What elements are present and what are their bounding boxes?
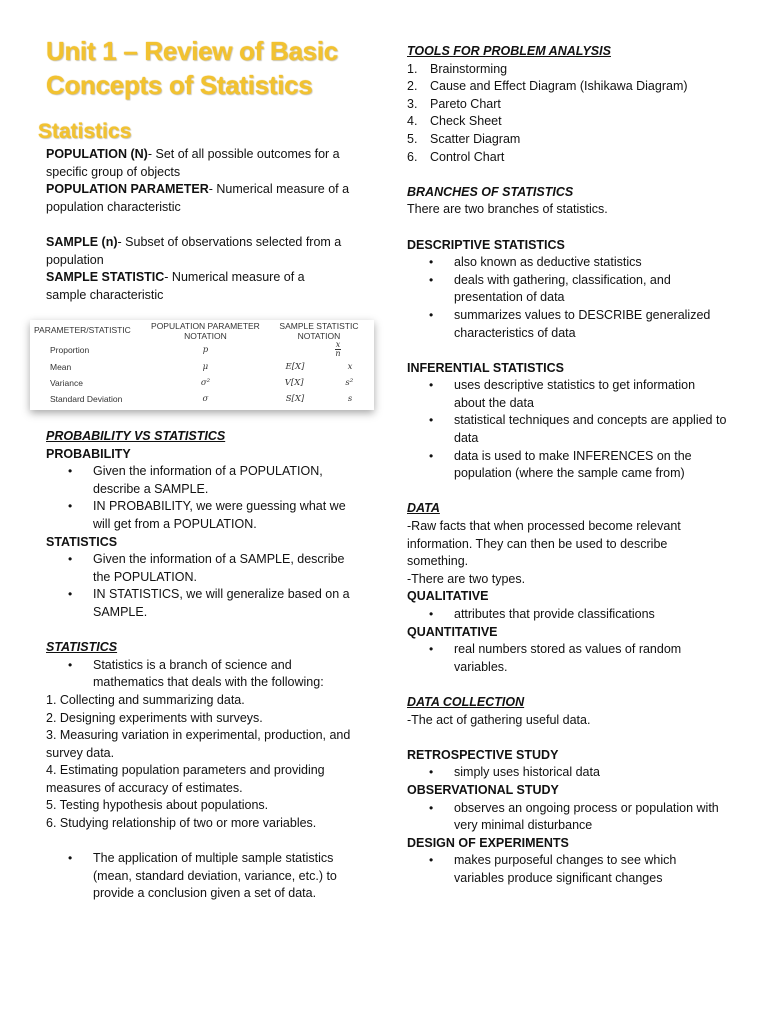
- term-sample: SAMPLE (n): [46, 234, 118, 249]
- list-item: [407, 78, 727, 96]
- list-item: • Given the information of a POPULATION, describe a SAMPLE.: [46, 463, 362, 498]
- observational-label: OBSERVATIONAL STUDY: [407, 782, 559, 797]
- data-text: -There are two types.: [407, 571, 526, 586]
- fraction-denominator: n: [335, 349, 341, 358]
- design-of-experiments-label: DESIGN OF EXPERIMENTS: [407, 835, 569, 850]
- table-header: POPULATION PARAMETER NOTATION: [151, 321, 260, 341]
- item-number: 6.: [407, 149, 418, 164]
- term-population: POPULATION (N): [46, 147, 148, 161]
- statistics-numbered-list: [46, 692, 362, 833]
- statistics-closing-list: [46, 850, 362, 903]
- item-text: Brainstorming: [430, 61, 508, 76]
- list-item: • observes an ongoing process or population with very minimal disturbance: [407, 800, 727, 835]
- definitions: [46, 146, 362, 304]
- stat-notation-a: V[X]: [284, 378, 304, 388]
- stat-notation: [264, 341, 374, 359]
- item-text: Cause and Effect Diagram (Ishikawa Diagram): [430, 79, 688, 94]
- list-item: [407, 149, 727, 167]
- qualitative-list: [407, 606, 727, 624]
- qualitative-label: QUALITATIVE: [407, 589, 489, 604]
- item-number: 5.: [407, 131, 418, 146]
- section-heading: DESCRIPTIVE STATISTICS: [407, 237, 565, 252]
- stat-notation-b: x: [347, 362, 353, 372]
- observational-list: [407, 800, 727, 835]
- item-number: 3.: [407, 96, 418, 111]
- list-item: • also known as deductive statistics: [407, 254, 727, 272]
- item-text: Check Sheet: [430, 114, 502, 129]
- section-heading: DATA COLLECTION: [407, 694, 525, 709]
- list-item: • simply uses historical data: [407, 764, 727, 782]
- table-row: [30, 375, 374, 391]
- statistics-label: STATISTICS: [46, 534, 118, 549]
- row-name: Standard Deviation: [50, 394, 123, 404]
- list-item: [407, 61, 727, 79]
- item-number: 2.: [407, 79, 418, 94]
- param-notation: σ²: [200, 378, 211, 388]
- table-row: [30, 359, 374, 375]
- list-item: [407, 96, 727, 114]
- table-row: [30, 341, 374, 359]
- inferential-list: [407, 377, 727, 483]
- stat-notation-b: s²: [345, 378, 354, 388]
- list-item: 5. Testing hypothesis about populations.: [46, 798, 269, 813]
- notation-table: [30, 320, 374, 410]
- definition-text: - Set of all possible outcomes for a specific group of objects: [46, 147, 340, 179]
- probability-list: [46, 463, 362, 533]
- stat-notation: [264, 375, 374, 391]
- list-item: 2. Designing experiments with surveys.: [46, 710, 263, 725]
- data-collection-text: -The act of gathering useful data.: [407, 712, 591, 727]
- item-text: Scatter Diagram: [430, 131, 521, 146]
- probability-label: PROBABILITY: [46, 446, 131, 461]
- list-item: • IN STATISTICS, we will generalize based on a SAMPLE.: [46, 586, 362, 621]
- definition-population-parameter: [46, 181, 362, 216]
- section-heading: DATA: [407, 501, 440, 516]
- list-item: • The application of multiple sample statistics (mean, standard deviation, variance, etc.) to provide a conclusion given a set of data.: [46, 850, 362, 903]
- list-item: • Statistics is a branch of science and mathematics that deals with the following:: [46, 657, 362, 692]
- page-title: Unit 1 – Review of Basic Concepts of Statistics: [46, 36, 338, 100]
- fraction-numerator: x: [335, 340, 341, 349]
- right-content: [407, 43, 727, 888]
- retrospective-list: [407, 764, 727, 782]
- stat-notation-b: s: [347, 394, 353, 404]
- table-row: [30, 391, 374, 407]
- definition-sample: [46, 234, 362, 269]
- list-item: • summarizes values to DESCRIBE generalized characteristics of data: [407, 307, 727, 342]
- descriptive-list: [407, 254, 727, 342]
- definition-text: - Numerical measure of a sample characteristic: [46, 270, 305, 302]
- list-item: • Given the information of a SAMPLE, describe the POPULATION.: [46, 551, 362, 586]
- list-item: • statistical techniques and concepts are applied to data: [407, 412, 727, 447]
- list-item: • makes purposeful changes to see which variables produce significant changes: [407, 852, 727, 887]
- stat-notation: [264, 391, 374, 407]
- param-notation: σ: [202, 394, 209, 404]
- list-item: • real numbers stored as values of random variables.: [407, 641, 727, 676]
- row-name: Proportion: [50, 345, 90, 355]
- item-number: 1.: [407, 61, 418, 76]
- item-text: Pareto Chart: [430, 96, 501, 111]
- branches-text: There are two branches of statistics.: [407, 202, 608, 217]
- term-sample-statistic: SAMPLE STATISTIC: [46, 270, 165, 285]
- quantitative-label: QUANTITATIVE: [407, 624, 498, 639]
- row-name: Mean: [50, 362, 72, 372]
- list-item: 6. Studying relationship of two or more variables.: [46, 816, 317, 831]
- statistics-list: [46, 551, 362, 621]
- list-item: • data is used to make INFERENCES on the population (where the sample came from): [407, 448, 727, 483]
- list-item: • attributes that provide classifications: [407, 606, 727, 624]
- section-heading: PROBABILITY VS STATISTICS: [46, 429, 226, 443]
- retrospective-label: RETROSPECTIVE STUDY: [407, 747, 559, 762]
- term-population-parameter: POPULATION PARAMETER: [46, 182, 209, 197]
- list-item: 4. Estimating population parameters and providing measures of accuracy of estimates.: [46, 763, 325, 795]
- data-text: -Raw facts that when processed become relevant information. They can then be used to describe something.: [407, 519, 681, 569]
- definition-population: [46, 146, 362, 181]
- statistics-intro-list: [46, 657, 362, 692]
- section-heading: INFERENTIAL STATISTICS: [407, 360, 564, 375]
- definition-text: - Numerical measure of a population characteristic: [46, 182, 350, 214]
- list-item: • IN PROBABILITY, we were guessing what we will get from a POPULATION.: [46, 498, 362, 533]
- item-text: Control Chart: [430, 149, 505, 164]
- stat-notation-a: S[X]: [285, 394, 305, 404]
- list-item: 1. Collecting and summarizing data.: [46, 692, 245, 707]
- stat-notation: [264, 359, 374, 375]
- stat-notation-a: E[X]: [285, 362, 305, 372]
- list-item: [407, 131, 727, 149]
- row-name: Variance: [50, 378, 83, 388]
- definition-text: - Subset of observations selected from a population: [46, 234, 342, 267]
- prob-vs-stats-section: [46, 428, 362, 903]
- list-item: [407, 113, 727, 131]
- quantitative-list: [407, 641, 727, 676]
- table-header: PARAMETER/STATISTIC: [34, 325, 131, 335]
- design-of-experiments-list: [407, 852, 727, 887]
- param-notation: p: [202, 345, 209, 355]
- section-heading: STATISTICS: [46, 640, 118, 655]
- tools-list: [407, 61, 727, 167]
- param-notation: μ: [202, 362, 209, 372]
- section-heading: BRANCHES OF STATISTICS: [407, 184, 574, 199]
- section-title: Statistics: [38, 120, 132, 143]
- list-item: • uses descriptive statistics to get information about the data: [407, 377, 727, 412]
- item-number: 4.: [407, 114, 418, 129]
- list-item: 3. Measuring variation in experimental, production, and survey data.: [46, 728, 351, 760]
- table-header: SAMPLE STATISTIC NOTATION: [279, 321, 359, 341]
- section-heading: TOOLS FOR PROBLEM ANALYSIS: [407, 44, 611, 58]
- list-item: • deals with gathering, classification, and presentation of data: [407, 272, 727, 307]
- definition-sample-statistic: [46, 269, 308, 304]
